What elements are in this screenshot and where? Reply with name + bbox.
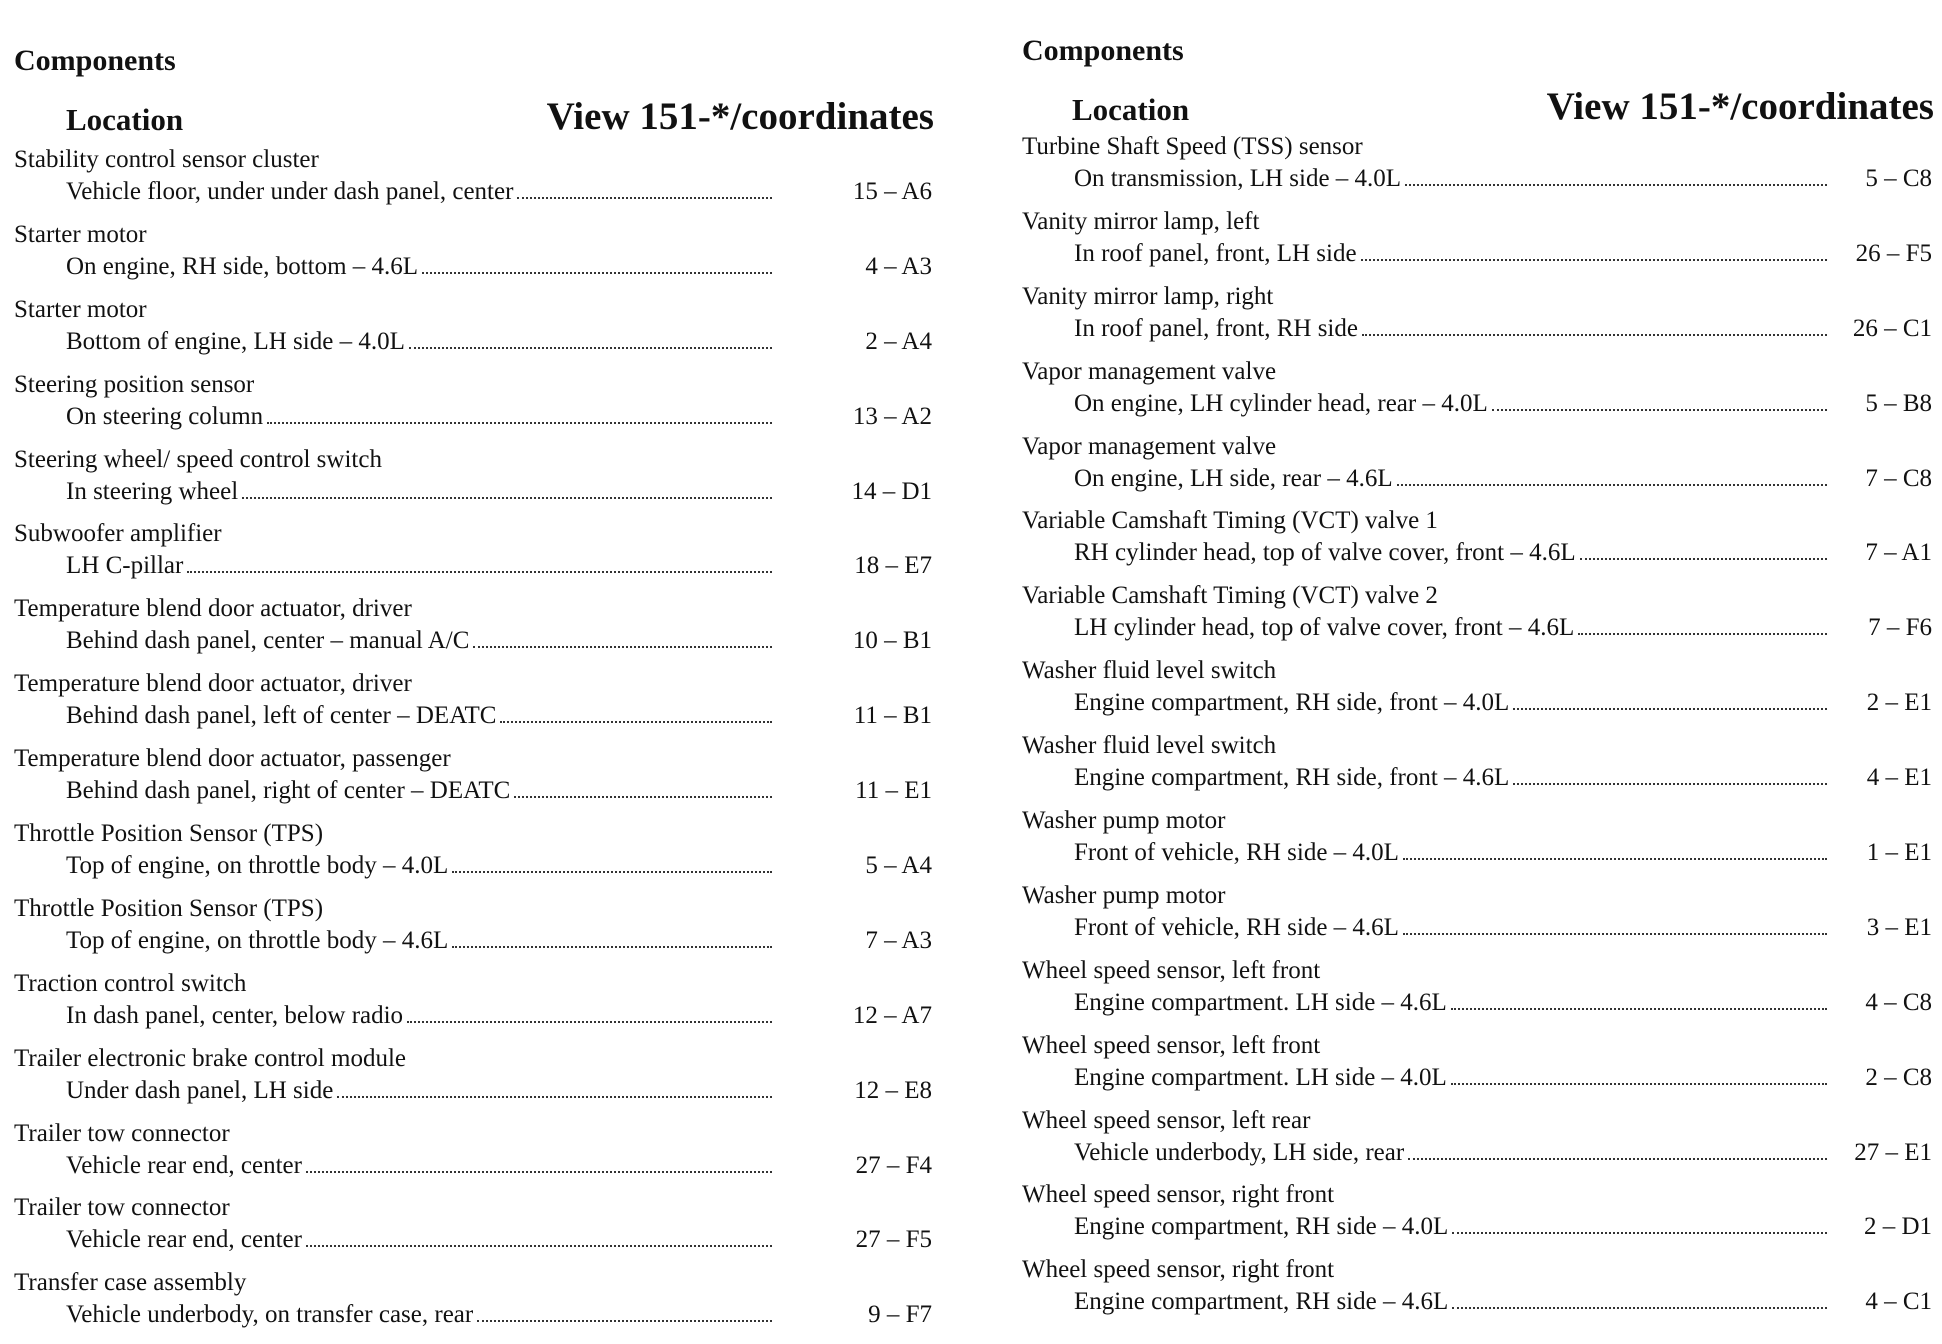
component-location: [66, 403, 774, 431]
component-name: Traction control switch: [14, 969, 247, 997]
view-coordinate: 11 – E1: [855, 777, 932, 805]
component-location: [66, 627, 774, 655]
component-entry: [14, 895, 934, 970]
location-text: LH C-pillar: [66, 552, 184, 580]
location-text: Engine compartment, RH side – 4.0L: [1074, 1213, 1449, 1241]
dot-leader: [1513, 783, 1827, 785]
component-entry: [1022, 732, 1932, 807]
view-coordinate: 27 – F5: [855, 1226, 932, 1254]
component-location: [1074, 315, 1829, 343]
component-location: [1074, 1213, 1829, 1241]
dot-leader: [1403, 933, 1827, 935]
component-name: Variable Camshaft Timing (VCT) valve 1: [1022, 507, 1438, 535]
dot-leader: [1452, 1307, 1827, 1309]
location-text: Behind dash panel, left of center – DEATC: [66, 702, 497, 730]
component-name: Variable Camshaft Timing (VCT) valve 2: [1022, 582, 1438, 610]
component-location: [1074, 764, 1829, 792]
component-location: [1074, 390, 1829, 418]
view-coordinate: 10 – B1: [852, 627, 932, 655]
component-entry: [14, 1194, 934, 1269]
dot-leader: [1492, 409, 1827, 411]
location-text: Under dash panel, LH side: [66, 1076, 334, 1104]
component-location: [66, 1226, 774, 1254]
dot-leader: [1513, 708, 1827, 710]
dot-leader: [306, 1171, 772, 1173]
view-coordinate: 4 – A3: [865, 252, 932, 280]
component-location: [1074, 165, 1829, 193]
dot-leader: [267, 422, 772, 424]
component-entry: [14, 745, 934, 820]
location-text: On transmission, LH side – 4.0L: [1074, 165, 1402, 192]
location-text: Top of engine, on throttle body – 4.6L: [66, 926, 449, 954]
location-text: Behind dash panel, right of center – DEATC: [66, 777, 511, 805]
dot-leader: [306, 1245, 772, 1247]
location-text: Behind dash panel, center – manual A/C: [66, 627, 470, 655]
location-text: On steering column: [66, 402, 264, 430]
location-text: Top of engine, on throttle body – 4.0L: [66, 852, 449, 880]
component-name: Washer fluid level switch: [1022, 657, 1277, 685]
component-location: [66, 702, 774, 730]
component-location: [66, 328, 774, 356]
dot-leader: [1405, 184, 1827, 186]
component-entry: [1022, 283, 1932, 358]
view-coordinate: 9 – F7: [868, 1301, 932, 1329]
dot-leader: [1578, 633, 1827, 635]
location-text: Vehicle underbody, on transfer case, rear: [66, 1301, 474, 1329]
component-name: Wheel speed sensor, right front: [1022, 1256, 1335, 1284]
location-text: Vehicle rear end, center: [66, 1151, 302, 1179]
view-coordinates-column-header: View 151-*/coordinates: [1546, 85, 1934, 128]
component-name: Temperature blend door actuator, driver: [14, 670, 412, 698]
component-entry: [1022, 1256, 1932, 1331]
dot-leader: [1451, 1083, 1827, 1085]
view-coordinate: 7 – A3: [865, 926, 932, 954]
view-coordinate: 5 – A4: [865, 852, 932, 880]
location-text: Vehicle rear end, center: [66, 1226, 302, 1254]
component-name: Throttle Position Sensor (TPS): [14, 894, 324, 922]
component-location: [66, 478, 774, 506]
component-name: Steering position sensor: [14, 370, 255, 398]
component-entry: [1022, 1181, 1932, 1256]
dot-leader: [514, 796, 772, 798]
view-coordinate: 12 – E8: [854, 1076, 932, 1104]
component-location: [66, 552, 774, 580]
dot-leader: [1397, 484, 1827, 486]
component-name: Wheel speed sensor, left front: [1022, 956, 1321, 984]
component-entry: [1022, 1032, 1932, 1107]
component-entry: [14, 595, 934, 670]
dot-leader: [1403, 858, 1827, 860]
view-coordinate: 7 – A1: [1865, 539, 1932, 567]
location-column-header: Location: [66, 102, 184, 137]
component-name: Wheel speed sensor, left rear: [1022, 1106, 1311, 1134]
component-name: Temperature blend door actuator, driver: [14, 595, 412, 623]
view-coordinate: 3 – E1: [1866, 913, 1932, 941]
component-entry: [14, 1045, 934, 1120]
dot-leader: [407, 1021, 772, 1023]
component-location: [66, 927, 774, 955]
component-name: Stability control sensor cluster: [14, 146, 319, 173]
component-entry: [14, 820, 934, 895]
location-text: In roof panel, front, LH side: [1074, 239, 1357, 267]
component-entry: [1022, 133, 1932, 208]
view-coordinate: 7 – F6: [1868, 614, 1932, 642]
component-entry: [1022, 358, 1932, 433]
dot-leader: [1408, 1158, 1827, 1160]
dot-leader: [187, 571, 772, 573]
component-name: Washer fluid level switch: [1022, 732, 1277, 760]
component-entry: [1022, 882, 1932, 957]
view-coordinate: 4 – C1: [1865, 1288, 1932, 1316]
view-coordinate: 2 – A4: [865, 327, 932, 355]
component-name: Washer pump motor: [1022, 881, 1226, 909]
component-location: [1074, 839, 1829, 867]
component-entry: [1022, 807, 1932, 882]
component-entry: [14, 670, 934, 745]
view-coordinate: 2 – E1: [1866, 689, 1932, 717]
dot-leader: [473, 646, 772, 648]
component-entry: [14, 1120, 934, 1195]
component-name: Vapor management valve: [1022, 357, 1277, 385]
dot-leader: [517, 197, 772, 199]
location-text: On engine, RH side, bottom – 4.6L: [66, 252, 419, 280]
component-location: [66, 178, 774, 206]
location-text: Engine compartment. LH side – 4.0L: [1074, 1063, 1447, 1091]
location-text: In steering wheel: [66, 477, 239, 505]
dot-leader: [452, 871, 772, 873]
component-location: [1074, 240, 1829, 268]
component-entry: [14, 970, 934, 1045]
location-text: On engine, LH cylinder head, rear – 4.0L: [1074, 389, 1488, 417]
component-entry: [14, 221, 934, 296]
dot-leader: [1452, 1232, 1827, 1234]
dot-leader: [242, 497, 772, 499]
component-name: Vanity mirror lamp, right: [1022, 282, 1274, 310]
component-location: [66, 1152, 774, 1180]
component-location: [1074, 914, 1829, 942]
component-location: [66, 777, 774, 805]
component-name: Trailer tow connector: [14, 1119, 230, 1147]
component-location: [66, 1301, 774, 1329]
dot-leader: [1362, 334, 1827, 336]
view-coordinate: 26 – C1: [1852, 314, 1932, 342]
location-text: In dash panel, center, below radio: [66, 1001, 404, 1029]
component-name: Throttle Position Sensor (TPS): [14, 820, 324, 848]
component-location: [1074, 539, 1829, 567]
component-location: [1074, 1139, 1829, 1167]
component-location: [66, 852, 774, 880]
location-text: RH cylinder head, top of valve cover, front – 4.6L: [1074, 539, 1576, 567]
view-coordinate: 18 – E7: [854, 552, 932, 580]
component-list: [1022, 133, 1932, 1331]
component-entry: [14, 371, 934, 446]
component-location: [66, 1077, 774, 1105]
component-location: [1074, 689, 1829, 717]
view-coordinate: 4 – C8: [1865, 988, 1932, 1016]
location-text: Front of vehicle, RH side – 4.0L: [1074, 839, 1399, 867]
component-location: [66, 253, 774, 281]
component-name: Steering wheel/ speed control switch: [14, 445, 382, 473]
location-text: Engine compartment. LH side – 4.6L: [1074, 988, 1447, 1016]
location-text: Front of vehicle, RH side – 4.6L: [1074, 913, 1399, 941]
component-name: Washer pump motor: [1022, 807, 1226, 835]
component-entry: [1022, 582, 1932, 657]
location-text: Engine compartment, RH side, front – 4.6L: [1074, 764, 1510, 792]
component-entry: [14, 1269, 934, 1344]
component-entry: [14, 520, 934, 595]
view-coordinate: 2 – C8: [1865, 1063, 1932, 1091]
view-coordinate: 26 – F5: [1855, 239, 1932, 267]
dot-leader: [452, 946, 772, 948]
dot-leader: [477, 1320, 772, 1322]
view-coordinate: 7 – C8: [1865, 464, 1932, 492]
view-coordinate: 1 – E1: [1866, 839, 1932, 867]
view-coordinate: 11 – B1: [853, 702, 932, 730]
component-entry: [14, 296, 934, 371]
dot-leader: [500, 721, 772, 723]
location-text: Engine compartment, RH side, front – 4.0L: [1074, 689, 1510, 717]
dot-leader: [1361, 259, 1827, 261]
component-name: Trailer electronic brake control module: [14, 1044, 406, 1072]
component-entry: [14, 446, 934, 521]
location-text: Vehicle underbody, LH side, rear: [1074, 1138, 1405, 1166]
component-name: Starter motor: [14, 295, 147, 323]
component-entry: [1022, 507, 1932, 582]
component-name: Wheel speed sensor, left front: [1022, 1031, 1321, 1059]
view-coordinate: 4 – E1: [1866, 764, 1932, 792]
location-text: Bottom of engine, LH side – 4.0L: [66, 327, 405, 355]
location-text: LH cylinder head, top of valve cover, front – 4.6L: [1074, 614, 1575, 642]
view-coordinate: 2 – D1: [1863, 1213, 1932, 1241]
component-name: Vanity mirror lamp, left: [1022, 207, 1260, 235]
component-location: [1074, 465, 1829, 493]
component-name: Transfer case assembly: [14, 1269, 247, 1297]
component-location: [1074, 989, 1829, 1017]
view-coordinate: 13 – A2: [852, 402, 932, 430]
section-title: Components: [14, 44, 176, 77]
component-name: Temperature blend door actuator, passenger: [14, 745, 451, 773]
view-coordinate: 14 – D1: [851, 477, 932, 505]
component-location: [1074, 1288, 1829, 1316]
view-coordinates-column-header: View 151-*/coordinates: [546, 95, 934, 138]
location-text: In roof panel, front, RH side: [1074, 314, 1358, 342]
view-coordinate: 12 – A7: [852, 1001, 932, 1029]
component-name: Vapor management valve: [1022, 432, 1277, 460]
view-coordinate: 5 – C8: [1865, 165, 1932, 192]
dot-leader: [409, 347, 772, 349]
component-entry: [1022, 1107, 1932, 1182]
component-name: Starter motor: [14, 220, 147, 248]
component-list: [14, 146, 934, 1344]
location-column-header: Location: [1072, 92, 1190, 127]
component-name: Wheel speed sensor, right front: [1022, 1181, 1335, 1209]
view-coordinate: 27 – E1: [1854, 1138, 1932, 1166]
dot-leader: [1580, 558, 1827, 560]
component-entry: [1022, 208, 1932, 283]
view-coordinate: 15 – A6: [852, 178, 932, 205]
component-location: [66, 1002, 774, 1030]
component-entry: [1022, 657, 1932, 732]
component-name: Turbine Shaft Speed (TSS) sensor: [1022, 133, 1363, 160]
component-location: [1074, 614, 1829, 642]
component-entry: [14, 146, 934, 221]
section-title: Components: [1022, 34, 1184, 67]
component-entry: [1022, 957, 1932, 1032]
component-name: Subwoofer amplifier: [14, 520, 222, 548]
view-coordinate: 5 – B8: [1865, 389, 1932, 417]
dot-leader: [422, 272, 772, 274]
dot-leader: [337, 1096, 772, 1098]
dot-leader: [1451, 1008, 1827, 1010]
location-text: On engine, LH side, rear – 4.6L: [1074, 464, 1393, 492]
view-coordinate: 27 – F4: [855, 1151, 932, 1179]
location-text: Engine compartment, RH side – 4.6L: [1074, 1288, 1449, 1316]
component-entry: [1022, 433, 1932, 508]
location-text: Vehicle floor, under under dash panel, center: [66, 178, 514, 205]
component-name: Trailer tow connector: [14, 1194, 230, 1222]
component-location: [1074, 1064, 1829, 1092]
